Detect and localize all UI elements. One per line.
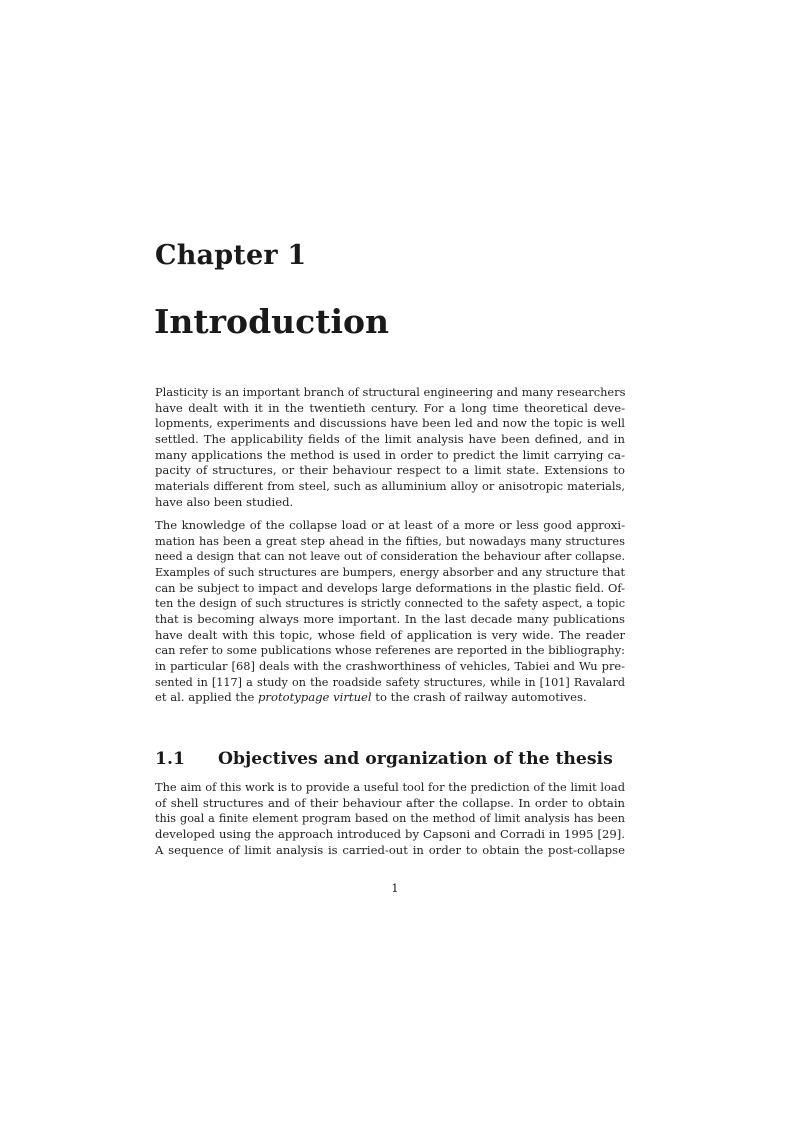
chapter-label: Chapter 1 <box>155 240 307 271</box>
chapter-title: Introduction <box>154 302 390 341</box>
text-line: A sequence of limit analysis is carried-out in order to obtain the post-collapse <box>155 842 625 857</box>
emphasized-term: prototypage virtuel <box>258 690 372 705</box>
text-line: have also been studied. <box>155 494 294 509</box>
objectives-paragraph-1 <box>155 780 625 858</box>
intro-paragraph-2 <box>155 518 625 706</box>
text-run: to the crash of railway automotives. <box>371 690 587 705</box>
text-line: Plasticity is an important branch of structural engineering and many researchers <box>155 385 625 399</box>
text-run: et al. applied the <box>155 690 259 705</box>
text-line: Examples of such structures are bumpers, energy absorber and any structure that <box>155 565 625 579</box>
text-line: mation has been a great step ahead in the fifties, but nowadays many structures <box>155 533 625 548</box>
text-line: developed using the approach introduced by Capsoni and Corradi in 1995 [29]. <box>155 826 625 841</box>
text-line: ten the design of such structures is strictly connected to the safety aspect, a topic <box>155 597 625 611</box>
intro-paragraph-1 <box>155 385 625 510</box>
text-line: need a design that can not leave out of consideration the behaviour after collapse. <box>155 550 625 564</box>
text-line: many applications the method is used in order to predict the limit carrying ca- <box>155 447 625 462</box>
text-line: in particular [68] deals with the crashworthiness of vehicles, Tabiei and Wu pre- <box>155 658 625 673</box>
section-heading <box>155 747 613 771</box>
text-line: of shell structures and of their behaviour after the collapse. In order to obtain <box>155 795 625 810</box>
text-line: this goal a finite element program based on the method of limit analysis has been <box>155 812 625 826</box>
text-line: lopments, experiments and discussions have been led and now the topic is well <box>155 416 625 431</box>
text-line: The knowledge of the collapse load or at least of a more or less good approxi- <box>155 518 625 532</box>
text-line: can refer to some publications whose referenes are reported in the bibliography: <box>155 643 625 658</box>
page-number: 1 <box>391 881 399 895</box>
text-line: pacity of structures, or their behaviour respect to a limit state. Extensions to <box>155 463 625 478</box>
section-number: 1.1 <box>155 749 185 769</box>
text-line: have dealt with it in the twentieth century. For a long time theoretical deve- <box>155 400 625 415</box>
text-line-last <box>155 690 625 706</box>
text-line: The aim of this work is to provide a useful tool for the prediction of the limit load <box>155 780 625 794</box>
text-line: can be subject to impact and develops large deformations in the plastic field. Of- <box>155 580 625 595</box>
section-title: Objectives and organization of the thesis <box>218 749 613 769</box>
text-line: sented in [117] a study on the roadside safety structures, while in [101] Ravalard <box>155 675 625 689</box>
text-line: that is becoming always more important. In the last decade many publications <box>155 611 625 626</box>
text-line: have dealt with this topic, whose field of application is very wide. The reader <box>155 627 625 642</box>
text-line: settled. The applicability fields of the limit analysis have been defined, and in <box>155 431 625 446</box>
text-line: materials different from steel, such as alluminium alloy or anisotropic materials, <box>155 478 625 493</box>
